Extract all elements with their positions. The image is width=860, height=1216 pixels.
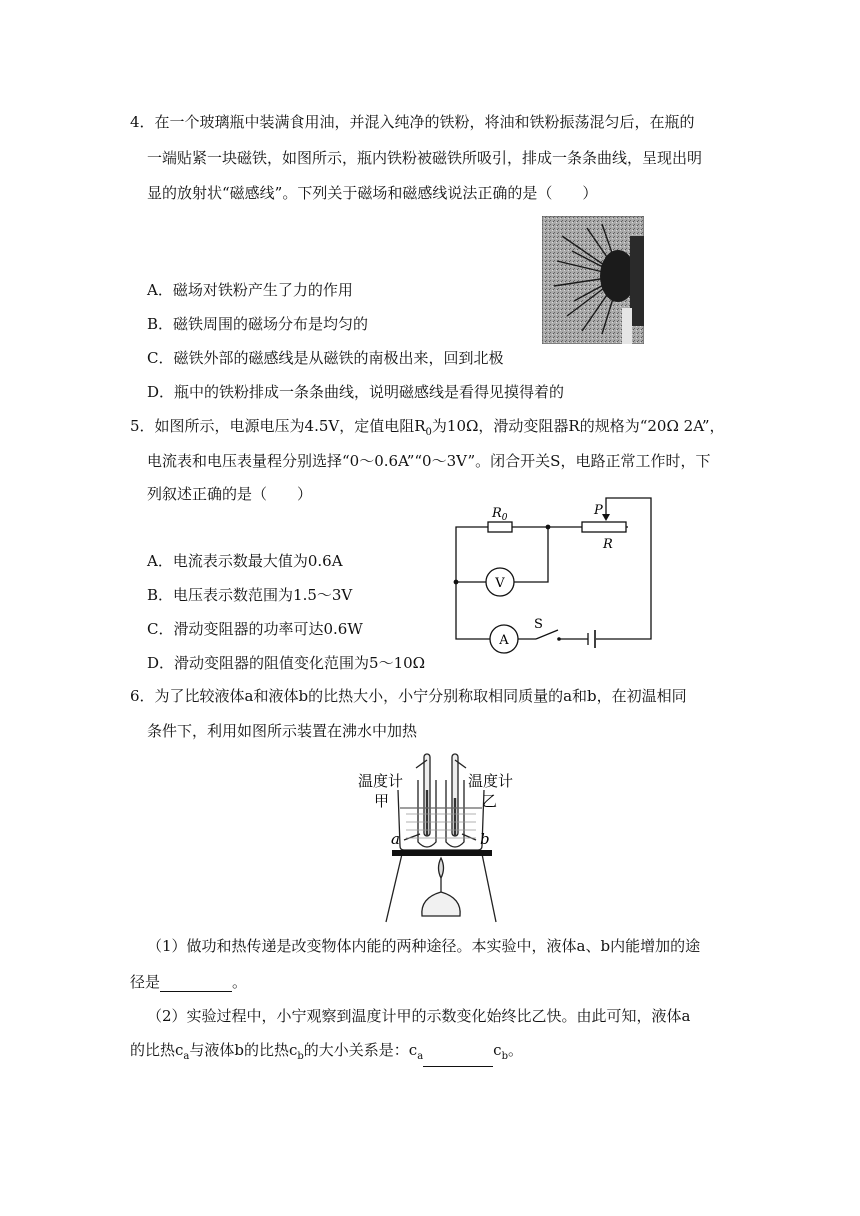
heating-apparatus-figure (356, 750, 526, 924)
q6-part2-text-3: 的大小关系是：c (303, 1041, 418, 1059)
q6-part1-prefix: 径是 (130, 973, 161, 991)
r0-subscript: 0 (425, 427, 432, 438)
voltmeter-label: V (495, 576, 505, 591)
q5-stem-line-3: 列叙述正确的是（ ） (147, 485, 313, 503)
q5-stem-part-2: 为10Ω，滑动变阻器R的规格为“20Ω 2A”， (431, 417, 725, 435)
q6-part1-suffix: 。 (232, 973, 248, 991)
q6-stem-line-1: 6．为了比较液体a和液体b的比热大小，小宁分别称取相同质量的a和b，在初温相同 (130, 687, 687, 705)
cb-subscript: b (297, 1051, 304, 1062)
p-label: P (594, 503, 603, 518)
q5-option-b: B．电压表示数范围为1.5～3V (147, 586, 353, 604)
q4-stem-line-2: 一端贴紧一块磁铁，如图所示，瓶内铁粉被磁铁所吸引，排成一条条曲线，呈现出明 (147, 149, 703, 167)
q4-option-d: D．瓶中的铁粉排成一条条曲线，说明磁感线是看得见摸得着的 (147, 383, 565, 401)
r0-label: $R_0$ (492, 506, 508, 523)
ca-subscript: a (183, 1051, 190, 1062)
q5-stem-part-1: 5．如图所示，电源电压为4.5V，定值电阻R (130, 417, 426, 435)
q5-stem-line-2: 电流表和电压表量程分别选择“0～0.6A”“0～3V”。闭合开关S，电路正常工作时，下 (147, 452, 711, 470)
q5-option-a: A．电流表示数最大值为0.6A (147, 552, 343, 570)
q6-part2-line-1: （2）实验过程中，小宁观察到温度计甲的示数变化始终比乙快。由此可知，液体a (147, 1007, 691, 1025)
liquid-b-label: b (480, 830, 490, 848)
thermometer-left-label-1: 温度计 (358, 772, 404, 790)
q6-part2-end: 。 (507, 1041, 523, 1059)
answer-blank-1[interactable] (160, 975, 232, 992)
thermometer-right-label-1: 温度计 (468, 772, 514, 790)
beaker (398, 790, 484, 850)
q6-part2-text-2: 与液体b的比热c (189, 1041, 298, 1059)
switch-label: S (534, 617, 543, 632)
q5-option-d: D．滑动变阻器的阻值变化范围为5～10Ω (147, 654, 426, 672)
q4-option-c: C．磁铁外部的磁感线是从磁铁的南极出来，回到北极 (147, 349, 504, 367)
slider-arrow (602, 514, 610, 521)
circuit-diagram (448, 492, 658, 660)
q4-option-b: B．磁铁周围的磁场分布是均匀的 (147, 315, 369, 333)
alcohol-lamp (422, 892, 460, 916)
q5-option-c: C．滑动变阻器的功率可达0.6W (147, 620, 363, 638)
slider-resistor-r (582, 522, 626, 532)
q6-part1-line-1: （1）做功和热传递是改变物体内能的两种途径。本实验中，液体a、b内能增加的途 (147, 937, 701, 955)
q6-part2-text-1: 的比热c (130, 1041, 184, 1059)
thermometer-left-label-2: 甲 (374, 792, 390, 810)
q6-part2-line-2 (130, 1040, 523, 1067)
resistor-r0 (488, 522, 512, 532)
tripod-top (392, 850, 492, 856)
magnet-iron-filings-photo (542, 216, 644, 344)
thermometer-right-label-2: 乙 (482, 792, 498, 810)
q6-part1-line-2 (130, 972, 247, 992)
q4-option-a: A．磁场对铁粉产生了力的作用 (147, 281, 353, 299)
ca-subscript-2: a (417, 1051, 424, 1062)
cb-subscript-2: b (501, 1051, 508, 1062)
q5-stem-line-1 (130, 416, 725, 443)
liquid-a-label: a (391, 830, 400, 848)
q4-stem-line-1: 4．在一个玻璃瓶中装满食用油，并混入纯净的铁粉，将油和铁粉振荡混匀后，在瓶的 (130, 113, 695, 131)
answer-blank-2[interactable] (423, 1050, 493, 1067)
q6-stem-line-2: 条件下，利用如图所示装置在沸水中加热 (147, 722, 418, 740)
q6-part2-cb: c (493, 1041, 502, 1059)
ammeter-label: A (499, 633, 509, 648)
q4-stem-line-3: 显的放射状“磁感线”。下列关于磁场和磁感线说法正确的是（ ） (147, 184, 598, 202)
r-label: R (603, 537, 613, 552)
